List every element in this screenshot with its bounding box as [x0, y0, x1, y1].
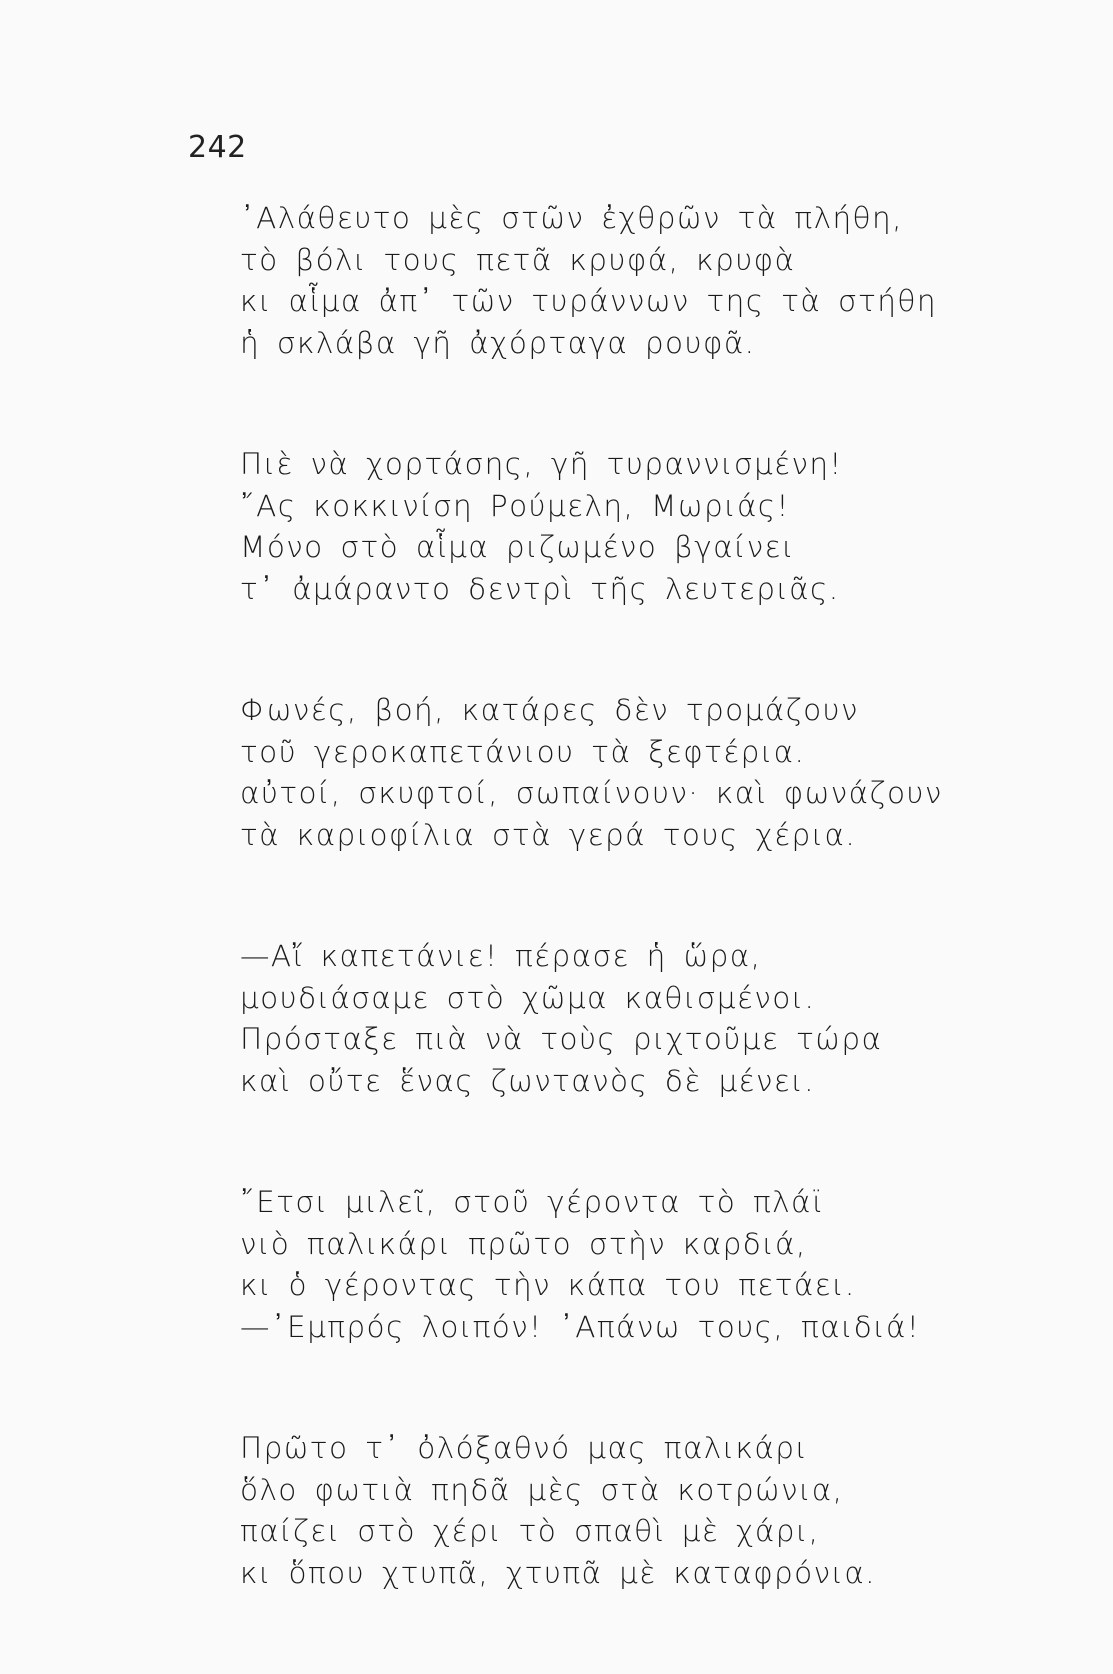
verse-line: ῎Ας κοκκινίση Ρούμελη, Μωριάς!: [240, 488, 790, 523]
stanza: [240, 936, 1060, 1102]
verse-line: ᾿Αλάθευτο μὲς στῶν ἐχθρῶν τὰ πλήθη,: [240, 201, 903, 235]
verse-line: —Αἴ καπετάνιε! πέρασε ἡ ὥρα,: [240, 939, 762, 973]
verse-line: ῎Ετσι μιλεῖ, στοῦ γέροντα τὸ πλάϊ: [240, 1185, 825, 1219]
verse-line: Πρῶτο τ᾿ ὀλόξαθνό μας παλικάρι: [240, 1431, 809, 1465]
verse-line: νιὸ παλικάρι πρῶτο στὴν καρδιά,: [240, 1226, 807, 1261]
verse-line: καὶ οὔτε ἕνας ζωντανὸς δὲ μένει.: [240, 1063, 815, 1098]
stanza: [240, 1428, 1060, 1594]
verse-line: Πρόσταξε πιὰ νὰ τοὺς ριχτοῦμε τώρα: [240, 1022, 883, 1056]
verse-line: κι αἷμα ἀπ᾿ τῶν τυράννων της τὰ στήθη: [240, 284, 937, 318]
verse-line: Πιὲ νὰ χορτάσης, γῆ τυραννισμένη!: [240, 447, 843, 481]
verse-line: ἡ σκλάβα γῆ ἀχόρταγα ρουφᾶ.: [240, 325, 756, 360]
verse-line: τοῦ γεροκαπετάνιου τὰ ξεφτέρια.: [240, 734, 806, 769]
poem-body: [240, 198, 1060, 1674]
verse-line: μουδιάσαμε στὸ χῶμα καθισμένοι.: [240, 980, 816, 1015]
verse-line: τ᾿ ἀμάραντο δεντρὶ τῆς λευτεριᾶς.: [240, 571, 840, 606]
stanza: [240, 690, 1060, 856]
verse-line: παίζει στὸ χέρι τὸ σπαθὶ μὲ χάρι,: [240, 1514, 820, 1548]
verse-line: Μόνο στὸ αἷμα ριζωμένο βγαίνει: [240, 530, 795, 564]
verse-line: αὐτοί, σκυφτοί, σωπαίνουν· καὶ φωνάζουν: [240, 776, 943, 810]
stanza: [240, 1182, 1060, 1348]
verse-line: τὰ καριοφίλια στὰ γερά τους χέρια.: [240, 817, 857, 852]
verse-line: κι ὁ γέροντας τὴν κάπα του πετάει.: [240, 1268, 856, 1302]
page-number: 242: [188, 130, 247, 165]
verse-line: —᾿Εμπρός λοιπόν! ᾿Απάνω τους, παιδιά!: [240, 1309, 921, 1344]
verse-line: ὅλο φωτιὰ πηδᾶ μὲς στὰ κοτρώνια,: [240, 1472, 844, 1507]
stanza: [240, 198, 1060, 364]
verse-line: κι ὅπου χτυπᾶ, χτυπᾶ μὲ καταφρόνια.: [240, 1555, 876, 1590]
verse-line: Φωνές, βοή, κατάρες δὲν τρομάζουν: [240, 693, 859, 727]
stanza: [240, 444, 1060, 610]
verse-line: τὸ βόλι τους πετᾶ κρυφά, κρυφὰ: [240, 242, 796, 277]
